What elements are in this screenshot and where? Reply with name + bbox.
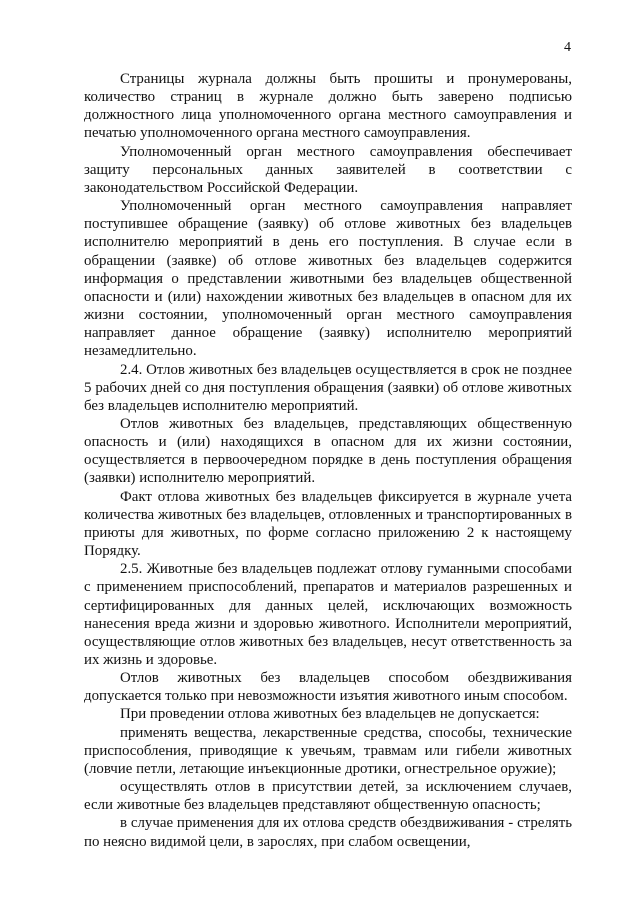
paragraph: Страницы журнала должны быть прошиты и пронумерованы, количество страниц в журнале должно быть заверено подписью должностного лица уполномоченного органа местного самоуправления и печатью уполномоченного органа местного самоуправления. xyxy=(84,71,572,142)
page-number: 4 xyxy=(564,40,571,55)
paragraph: Факт отлова животных без владельцев фиксируется в журнале учета количества животных без владельцев, отловленных и транспортированных в приюты для животных, по форме согласно приложению 2 к настоящему Порядку. xyxy=(84,488,572,560)
paragraph: применять вещества, лекарственные средства, способы, технические приспособления, приводящие к увечьям, травмам или гибели животных (ловчие петли, летающие инъекционные дротики, огнестрельное оружие); xyxy=(84,724,572,777)
paragraph: 2.4. Отлов животных без владельцев осуществляется в срок не позднее 5 рабочих дней со дня поступления обращения (заявки) об отлове животных без владельцев исполнителю мероприятий. xyxy=(84,361,572,414)
paragraph: Отлов животных без владельцев способом обездвиживания допускается только при невозможности изъятия животного иным способом. xyxy=(84,670,572,705)
paragraph: Уполномоченный орган местного самоуправления направляет поступившее обращение (заявку) об отлове животных без владельцев исполнителю мероприятий в день его поступления. В случае если в обращении (заявке) об отлове животных без владельцев содержится информация о представлении животными без владельцев общественной опасности и (или) нахождении животных без владельцев в опасном для их жизни состоянии, уполномоченный орган местного самоуправления направляет данное обращение (заявку) исполнителю мероприятий незамедлительно. xyxy=(84,198,572,360)
paragraph: в случае применения для их отлова средств обездвиживания - стрелять по неясно видимой цели, в зарослях, при слабом освещении, xyxy=(84,815,572,850)
paragraph: 2.5. Животные без владельцев подлежат отлову гуманными способами с применением приспособлений, препаратов и материалов разрешенных и сертифицированных для данных целей, исключающих возможность нанесения вреда жизни и здоровью животного. Исполнители мероприятий, осуществляющие отлов животных без владельцев, несут ответственность за их жизнь и здоровье. xyxy=(84,561,572,668)
paragraph: Уполномоченный орган местного самоуправления обеспечивает защиту персональных данных заявителей в соответствии с законодательством Российской Федерации. xyxy=(84,143,572,196)
paragraph: При проведении отлова животных без владельцев не допускается: xyxy=(120,706,540,723)
body-text xyxy=(84,70,572,851)
paragraph: осуществлять отлов в присутствии детей, за исключением случаев, если животные без владельцев представляют общественную опасность; xyxy=(84,779,572,814)
paragraph: Отлов животных без владельцев, представляющих общественную опасность и (или) находящихся в опасном для их жизни состоянии, осуществляется в первоочередном порядке в день поступления обращения (заявки) исполнителю мероприятий. xyxy=(84,415,572,487)
